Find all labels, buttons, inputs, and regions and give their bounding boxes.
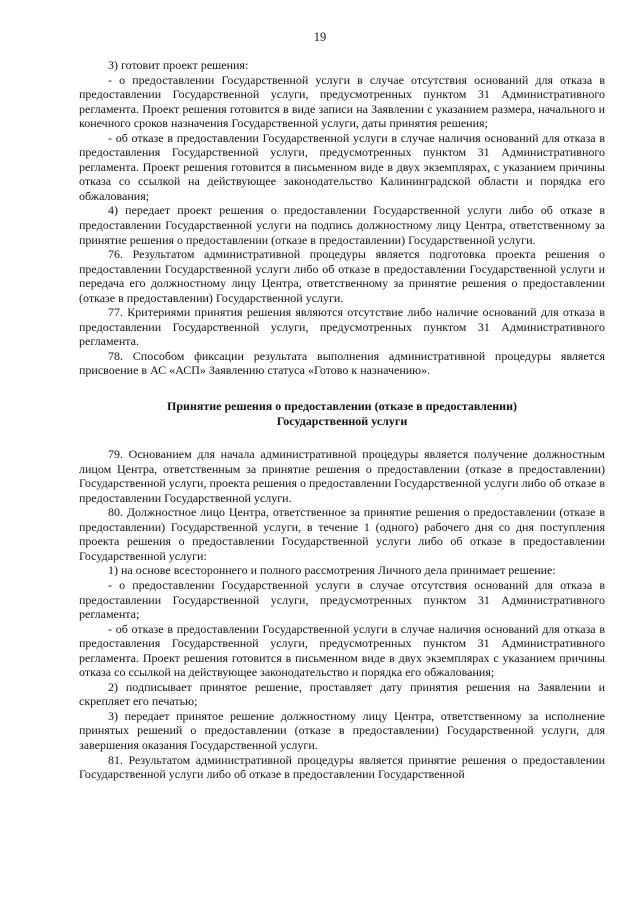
section-heading-line-1: Принятие решения о предоставлении (отказе в предоставлении) bbox=[167, 399, 517, 414]
paragraph: 79. Основанием для начала административной процедуры является получение должностным лицом Центра, ответственным за принятие решения о предоставлении (отказе в предоставлении) Государственной услуги, проекта решения о предоставлении Государственной услуги либо об отказе в предоставлении Государственной услуги. bbox=[79, 447, 605, 505]
paragraph: 4) передает проект решения о предоставлении Государственной услуги либо об отказе в предоставлении Государственной услуги на подпись должностному лицу Центра, ответственному за принятие решения о предоставлении (отказе в предоставлении) Государственной услуги. bbox=[79, 203, 605, 247]
section-heading bbox=[79, 399, 605, 429]
paragraph: - о предоставлении Государственной услуги в случае отсутствия оснований для отказа в предоставлении Государственной услуги, предусмотренных пунктом 31 Административного регламента; bbox=[79, 577, 605, 622]
document-body bbox=[79, 58, 605, 782]
paragraph: 3) готовит проект решения: bbox=[108, 58, 249, 72]
paragraph: - об отказе в предоставлении Государственной услуги в случае наличия оснований для отказа в предоставления Государственной услуги, предусмотренных пунктом 31 Административного регламента. Проект решения готовится в письменном виде в двух экземплярах с указанием причины отказа со ссылкой на действующее законодательство и порядка его обжалования; bbox=[79, 621, 605, 680]
paragraph: 76. Результатом административной процедуры является подготовка проекта решения о предоставлении Государственной услуги либо об отказе в предоставлении Государственной услуги и передача его должностному лицу Центра, ответственному за принятие решения о предоставлении (отказе в предоставлении) Государственной услуги. bbox=[79, 247, 605, 305]
paragraph: 77. Критериями принятия решения являются отсутствие либо наличие оснований для отказа в предоставлении Государственной услуги, предусмотренных пунктом 31 Административного регламента. bbox=[79, 305, 605, 349]
paragraph: 80. Должностное лицо Центра, ответственное за принятие решения о предоставлении (отказе в предоставлении) Государственной услуги, в течение 1 (одного) рабочего дня со дня поступления проекта решения о предоставлении Государственной услуги либо об отказе в предоставлении Государственной услуги: bbox=[79, 505, 605, 563]
paragraph: 81. Результатом административной процедуры является принятие решения о предоставлении Государственной услуги либо об отказе в предоставлении Государственной bbox=[79, 752, 605, 782]
paragraph: 78. Способом фиксации результата выполнения административной процедуры является присвоение в АС «АСП» Заявлению статуса «Готово к назначению». bbox=[79, 348, 605, 378]
paragraph: - о предоставлении Государственной услуги в случае отсутствия оснований для отказа в предоставлении Государственной услуги, предусмотренных пунктом 31 Административного регламента. Проект решения готовится в виде записи на Заявлении с указанием размера, начального и конечного сроков назначения Государственной услуги, даты принятия решения; bbox=[79, 72, 605, 131]
page-number: 19 bbox=[313, 30, 327, 44]
paragraph: 2) подписывает принятое решение, проставляет дату принятия решения на Заявлении и скрепляет его печатью; bbox=[79, 679, 605, 709]
paragraph: 1) на основе всестороннего и полного рассмотрения Личного дела принимает решение: bbox=[108, 563, 556, 578]
paragraph: - об отказе в предоставлении Государственной услуги в случае наличия оснований для отказа в предоставления Государственной услуги, предусмотренных пунктом 31 Административного регламента. Проект решения готовится в письменном виде в двух экземплярах, с указанием причины отказа со ссылкой на действующее законодательство Калининградской области и порядка его обжалования; bbox=[79, 130, 605, 203]
paragraph: 3) передает принятое решение должностному лицу Центра, ответственному за исполнение принятых решений о предоставлении (отказе в предоставлении) Государственной услуги, для завершения оказания Государственной услуги. bbox=[79, 708, 605, 752]
section-heading-line-2: Государственной услуги bbox=[276, 414, 408, 429]
